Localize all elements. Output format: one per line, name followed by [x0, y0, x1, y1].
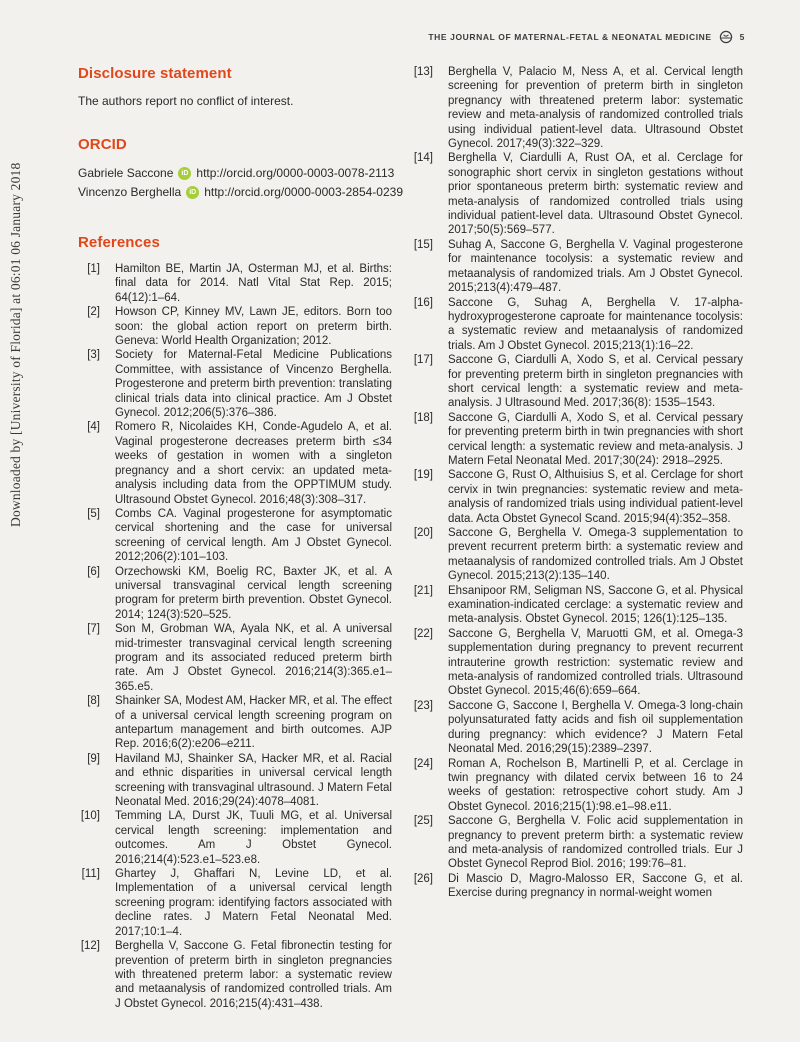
reference-text: Roman A, Rochelson B, Martinelli P, et al. Cerclage in twin pregnancy with dilated cervix between 16 to 24 weeks of gestation: retrospective cohort study. Am J Obstet Gynecol. 2016;215(1):98.e1–98.e11. — [448, 757, 743, 813]
reference-item — [78, 565, 392, 623]
reference-number: [23] — [413, 699, 433, 712]
reference-item — [411, 627, 743, 699]
orcid-author-name: Gabriele Saccone — [78, 166, 174, 180]
reference-number: [25] — [413, 815, 433, 828]
reference-text: Temming LA, Durst JK, Tuuli MG, et al. Universal cervical length screening: implementation and outcomes. Am J Obstet Gynecol. 2016;214(4):523.e1–523.e8. — [115, 810, 392, 866]
orcid-entry — [78, 164, 395, 183]
orcid-link[interactable]: http://orcid.org/0000-0003-0078-2113 — [196, 166, 395, 180]
reference-number: [3] — [87, 349, 100, 362]
reference-text: Romero R, Nicolaides KH, Conde-Agudelo A, et al. Vaginal progesterone decreases preterm birth ≤34 weeks of gestation in women with a singleton pregnancy and a short cervix: an updated meta-analysis including data from the OPPTIMUM study. Ultrasound Obstet Gynecol. 2016;48(3):308–317. — [115, 421, 392, 506]
orcid-list — [78, 164, 403, 202]
reference-number: [17] — [413, 354, 433, 367]
reference-text: Saccone G, Berghella V. Folic acid supplementation in pregnancy to prevent preterm birth: a systematic review and meta-analysis of randomized controlled trials. Eur J Obstet Gynecol Reprod Biol. 2016; 199:76–81. — [448, 815, 743, 871]
reference-number: [2] — [87, 306, 100, 319]
reference-item — [411, 65, 743, 151]
reference-number: [21] — [413, 584, 433, 597]
reference-item — [78, 305, 392, 348]
reference-text: Saccone G, Saccone I, Berghella V. Omega-3 long-chain polyunsaturated fatty acids and fish oil supplementation during pregnancy: which evidence? J Matern Fetal Neonatal Med. 2016;29(15):2389–2397. — [448, 699, 743, 756]
reference-number: [16] — [413, 296, 433, 309]
reference-item — [411, 151, 743, 237]
reference-item — [411, 872, 743, 901]
reference-number: [15] — [413, 238, 433, 251]
reference-item — [411, 296, 743, 354]
journal-page: THE JOURNAL OF MATERNAL-FETAL & NEONATAL MEDICINE 5 Downloaded by [University of Florida] at 06:01 06 January 2018 Disclosure statement The authors report no conflict of interest. ORCID Gabriele Saccone iD http://orcid.org/0000-0003-0078-2113 Vincenzo Berghella iD http://orcid.org/0000-0003-2854-0239 References [1] Hamilton BE, Martin JA, Osterman MJ, et al. Births: final data for 2014. Natl Vital Stat Rep. 2015; 64(12):1–64. [2] Howson CP, Kinney MV, Lawn JE, editors. Born too soon: the global action report on preterm birth. Geneva: World Health Organization; 2012. [3] Society for Maternal-Fetal Medicine Publications Committee, with assistance of Vincenzo Berghella. Progesterone and preterm birth prevention: translating clinical trials data into clinical practice. Am J Obstet Gynecol. 2012;206(5):376–386. [4] Romero R, Nicolaides KH, Conde-Agudelo A, et al. Vaginal progesterone decreases preterm birth ≤34 weeks of gestation in women with a singleton pregnancy and a short cervix: an updated meta-analysis including data from the OPPTIMUM study. Ultrasound Obstet Gynecol. 2016;48(3):308–317. [5] Combs CA. Vaginal progesterone for asymptomatic cervical shortening and the case for universal screening of cervical length. Am J Obstet Gynecol. 2012;206(2):101–103. [6] Orzechowski KM, Boelig RC, Baxter JK, et al. A universal transvaginal cervical length screening program for preterm birth prevention. Obstet Gynecol. 2014; 124(3):520–525. [7] Son M, Grobman WA, Ayala NK, et al. A universal mid-trimester transvaginal cervical length screening program and its associated reduced preterm birth rate. Am J Obstet Gynecol. 2016;214(3):365.e1–365.e5. [8] Shainker SA, Modest AM, Hacker MR, et al. The effect of a universal cervical length screening program on antepartum management and birth outcomes. AJP Rep. 2016;6(2):e206–e211. [9] Haviland MJ, Shainker SA, Hacker MR, et al. Racial and ethnic disparities in universal cervical length screening with transvaginal ultrasound. J Matern Fetal Neonatal Med. 2016;29(24):4078–4081. [10] Temming LA, Durst JK, Tuuli MG, et al. Universal cervical length screening: implementation and outcomes. Am J Obstet Gynecol. 2016;214(4):523.e1–523.e8. [11] Ghartey J, Ghaffari N, Levine LD, et al. Implementation of a universal cervical length screening program: identifying factors associated with decline rates. J Matern Fetal Neonatal Med. 2017;10:1–4. [12] Berghella V, Saccone G. Fetal fibronectin testing for prevention of preterm birth in singleton pregnancies with threatened preterm labor: a systematic review and metaanalysis of randomized controlled trials. Am J Obstet Gynecol. 2016;215(4):431–438. [13] Berghella V, Palacio M, Ness A, et al. Cervical length screening for prevention of preterm birth in singleton pregnancy with threatened preterm labor: systematic review and meta-analysis of randomized controlled trials using individual patient-level data. Ultrasound Obstet Gynecol. 2017;49(3):322–329. [14] Berghella V, Ciardulli A, Rust OA, et al. Cerclage for sonographic short cervix in singleton gestations without prior spontaneous preterm birth: systematic review and meta-analysis of randomized controlled trials using individual patient-level data. Ultrasound Obstet Gynecol. 2017;50(5):569–577. [15] Suhag A, Saccone G, Berghella V. Vaginal progesterone for maintenance tocolysis: a systematic review and metaanalysis of randomized trials. Am J Obstet Gynecol. 2015;213(4):479–487. [16] Saccone G, Suhag A, Berghella V. 17-alpha-hydroxyprogesterone caproate for maintenance tocolysis: a systematic review and metaanalysis of randomized trials. Am J Obstet Gynecol. 2015;213(1):16–22. [17] Saccone G, Ciardulli A, Xodo S, et al. Cervical pessary for preventing preterm birth in singleton pregnancies with short cervical length: a systematic review and meta-analysis. J Ultrasound Med. 2017;36(8): 1535–1543. [18] Saccone G, Ciardulli A, Xodo S, et al. Cervical pessary for preventing preterm birth in twin pregnancies with short cervical length: a systematic review and meta-analysis. J Matern Fetal Neonatal Med. 2017;30(24): 2918–2925. [19] Saccone G, Rust O, Althuisius S, et al. Cerclage for short cervix in twin pregnancies: systematic review and meta-analysis of randomized trials using individual patient-level data. Acta Obstet Gynecol Scand. 2015;94(4):352–358. [20] Saccone G, Berghella V. Omega-3 supplementation to prevent recurrent preterm birth: a systematic review and metaanalysis of randomized controlled trials. Am J Obstet Gynecol. 2015;213(2):135–140. [21] Ehsanipoor RM, Seligman NS, Saccone G, et al. Physical examination-indicated cerclage: a systematic review and meta-analysis. Obstet Gynecol. 2015; 126(1):125–135. [22] Saccone G, Berghella V, Maruotti GM, et al. Omega-3 supplementation during pregnancy to prevent recurrent intrauterine growth restriction: systematic review and meta-analysis of randomized controlled trials. Ultrasound Obstet Gynecol. 2015;46(6):659–664. [23] Saccone G, Saccone I, Berghella V. Omega-3 long-chain polyunsaturated fatty acids and fish oil supplementation during pregnancy: which evidence? J Matern Fetal Neonatal Med. 2016;29(15):2389–2397. [24] Roman A, Rochelson B, Martinelli P, et al. Cerclage in twin pregnancy with dilated cervix between 16 to 24 weeks of gestation: retrospective cohort study. Am J Obstet Gynecol. 2016;215(1):98.e1–98.e11. [25] Saccone G, Berghella V. Folic acid supplementation in pregnancy to prevent preterm birth: a systematic review and meta-analysis of randomized controlled trials. Eur J Obstet Gynecol Reprod Biol. 2016; 199:76–81. [26] Di Mascio D, Magro-Malosso ER, Saccone G, et al. Exercise during pregnancy in normal-weight women — [0, 0, 800, 1042]
references-column-right — [411, 65, 743, 901]
page-number: 5 — [739, 32, 745, 42]
reference-text: Society for Maternal-Fetal Medicine Publications Committee, with assistance of Vincenzo Berghella. Progesterone and preterm birth prevention: translating clinical trials data into clinical practice. Am J Obstet Gynecol. 2012;206(5):376–386. — [115, 349, 392, 420]
reference-number: [1] — [87, 263, 100, 275]
reference-item — [411, 353, 743, 411]
reference-text: Suhag A, Saccone G, Berghella V. Vaginal progesterone for maintenance tocolysis: a systematic review and metaanalysis of randomized trials. Am J Obstet Gynecol. 2015;213(4):479–487. — [448, 238, 743, 295]
reference-item — [78, 348, 392, 420]
reference-item — [78, 694, 392, 752]
reference-item — [411, 584, 743, 627]
reference-item — [78, 622, 392, 694]
reference-item — [411, 238, 743, 296]
reference-item — [411, 757, 743, 815]
references-heading: References — [78, 234, 160, 251]
reference-number: [5] — [87, 507, 100, 520]
reference-number: [10] — [80, 810, 100, 823]
reference-text: Berghella V, Palacio M, Ness A, et al. Cervical length screening for prevention of preterm birth in singleton pregnancy with threatened preterm labor: systematic review and meta-analysis of randomized controlled trials using individual patient-level data. Ultrasound Obstet Gynecol. 2017;49(3):322–329. — [448, 66, 743, 151]
reference-item — [78, 867, 392, 939]
orcid-entry — [78, 183, 403, 202]
reference-text: Hamilton BE, Martin JA, Osterman MJ, et al. Births: final data for 2014. Natl Vital Stat Rep. 2015; 64(12):1–64. — [115, 263, 392, 304]
reference-item — [411, 468, 743, 526]
reference-number: [7] — [87, 623, 100, 636]
reference-text: Berghella V, Ciardulli A, Rust OA, et al. Cerclage for sonographic short cervix in singleton gestations without prior spontaneous preterm birth: systematic review and meta-analysis of randomized controlled trials using individual patient-level data. Ultrasound Obstet Gynecol. 2017;50(5):569–577. — [448, 152, 743, 237]
reference-text: Combs CA. Vaginal progesterone for asymptomatic cervical shortening and the case for universal screening of cervical length. Am J Obstet Gynecol. 2012;206(2):101–103. — [115, 507, 392, 564]
reference-number: [26] — [413, 872, 433, 885]
running-head — [428, 30, 745, 44]
reference-text: Shainker SA, Modest AM, Hacker MR, et al. The effect of a universal cervical length screening program on antepartum management and birth outcomes. AJP Rep. 2016;6(2):e206–e211. — [115, 695, 392, 751]
references-column-left — [78, 262, 392, 1011]
reference-text: Haviland MJ, Shainker SA, Hacker MR, et al. Racial and ethnic disparities in universal cervical length screening with transvaginal ultrasound. J Matern Fetal Neonatal Med. 2016;29(24):4078–4081. — [115, 752, 392, 809]
reference-text: Saccone G, Berghella V. Omega-3 supplementation to prevent recurrent preterm birth: a systematic review and metaanalysis of randomized controlled trials. Am J Obstet Gynecol. 2015;213(2):135–140. — [448, 527, 743, 583]
journal-logo-icon — [719, 30, 733, 44]
reference-text: Saccone G, Suhag A, Berghella V. 17-alpha-hydroxyprogesterone caproate for maintenance tocolysis: a systematic review and metaanalysis of randomized trials. Am J Obstet Gynecol. 2015;213(1):16–22. — [448, 296, 743, 352]
reference-text: Orzechowski KM, Boelig RC, Baxter JK, et al. A universal transvaginal cervical length screening program for preterm birth prevention. Obstet Gynecol. 2014; 124(3):520–525. — [115, 565, 392, 621]
reference-item — [78, 809, 392, 867]
reference-text: Ehsanipoor RM, Seligman NS, Saccone G, et al. Physical examination-indicated cerclage: a systematic review and meta-analysis. Obstet Gynecol. 2015; 126(1):125–135. — [448, 584, 743, 626]
reference-item — [78, 752, 392, 810]
orcid-link[interactable]: http://orcid.org/0000-0003-2854-0239 — [204, 185, 403, 199]
reference-item — [78, 507, 392, 565]
reference-text: Saccone G, Ciardulli A, Xodo S, et al. Cervical pessary for preventing preterm birth in singleton pregnancies with short cervical length: a systematic review and meta-analysis. J Ultrasound Med. 2017;36(8): 1535–1543. — [448, 354, 743, 410]
reference-number: [22] — [413, 627, 433, 640]
orcid-icon: iD — [178, 167, 191, 180]
reference-number: [19] — [413, 469, 433, 482]
reference-text: Saccone G, Ciardulli A, Xodo S, et al. Cervical pessary for preventing preterm birth in twin pregnancies with short cervical length: a systematic review and meta-analysis. J Matern Fetal Neonatal Med. 2017;30(24): 2918–2925. — [448, 411, 743, 467]
reference-item — [411, 526, 743, 584]
reference-number: [14] — [413, 152, 433, 165]
reference-number: [8] — [87, 695, 100, 708]
reference-item — [411, 699, 743, 757]
disclosure-heading: Disclosure statement — [78, 65, 232, 82]
left-column — [78, 65, 403, 1011]
reference-text: Di Mascio D, Magro-Malosso ER, Saccone G, et al. Exercise during pregnancy in normal-weight women — [448, 872, 743, 900]
reference-item — [78, 262, 392, 305]
reference-number: [18] — [413, 411, 433, 424]
reference-text: Berghella V, Saccone G. Fetal fibronectin testing for prevention of preterm birth in singleton pregnancies with threatened preterm labor: a systematic review and metaanalysis of randomized controlled trials. Am J Obstet Gynecol. 2016;215(4):431–438. — [115, 940, 392, 1010]
reference-item — [78, 939, 392, 1011]
reference-item — [411, 814, 743, 872]
reference-text: Saccone G, Rust O, Althuisius S, et al. Cerclage for short cervix in twin pregnancies: systematic review and meta-analysis of randomized trials using individual patient-level data. Acta Obstet Gynecol Scand. 2015;94(4):352–358. — [448, 469, 743, 525]
reference-number: [4] — [87, 421, 100, 434]
right-column — [411, 65, 743, 901]
reference-text: Ghartey J, Ghaffari N, Levine LD, et al. Implementation of a universal cervical length screening program: identifying factors associated with decline rates. J Matern Fetal Neonatal Med. 2017;10:1–4. — [115, 868, 392, 938]
journal-title: THE JOURNAL OF MATERNAL-FETAL & NEONATAL MEDICINE — [428, 32, 712, 42]
reference-text: Son M, Grobman WA, Ayala NK, et al. A universal mid-trimester transvaginal cervical length screening program and its associated reduced preterm birth rate. Am J Obstet Gynecol. 2016;214(3):365.e1–365.e5. — [115, 623, 392, 693]
reference-number: [24] — [413, 757, 433, 770]
reference-text: Howson CP, Kinney MV, Lawn JE, editors. Born too soon: the global action report on preterm birth. Geneva: World Health Organization; 2012. — [115, 306, 392, 348]
reference-number: [12] — [80, 940, 100, 953]
reference-number: [6] — [87, 565, 100, 578]
reference-number: [13] — [413, 66, 433, 78]
orcid-heading: ORCID — [78, 136, 127, 153]
reference-text: Saccone G, Berghella V, Maruotti GM, et al. Omega-3 supplementation during pregnancy to prevent recurrent intrauterine growth restriction: systematic review and meta-analysis of randomized controlled trials. Ultrasound Obstet Gynecol. 2015;46(6):659–664. — [448, 627, 743, 698]
orcid-icon: iD — [186, 186, 199, 199]
disclosure-body: The authors report no conflict of interest. — [78, 94, 294, 108]
reference-item — [411, 411, 743, 469]
reference-item — [78, 420, 392, 506]
reference-number: [9] — [87, 752, 100, 765]
orcid-author-name: Vincenzo Berghella — [78, 185, 182, 199]
reference-number: [20] — [413, 527, 433, 539]
reference-number: [11] — [81, 868, 100, 881]
